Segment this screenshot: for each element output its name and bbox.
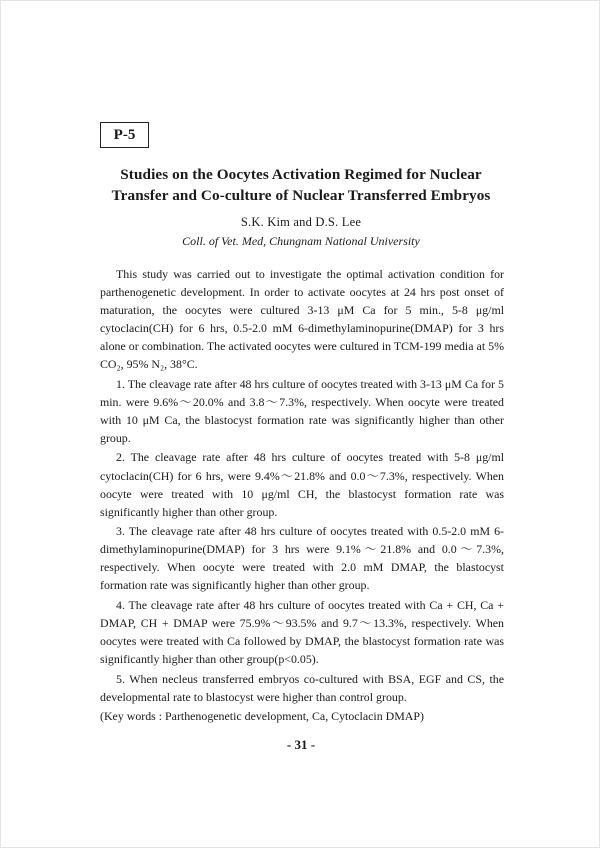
paragraph-result-5: 5. When necleus transferred embryos co-cultured with BSA, EGF and CS, the developmental rate to blastocyst were higher than control group.: [100, 671, 504, 704]
keywords: (Key words : Parthenogenetic development, Ca, Cytoclacin DMAP): [100, 709, 424, 724]
paper-code-box: P-5: [100, 122, 149, 148]
abstract-body: [100, 265, 504, 727]
paragraph-intro: This study was carried out to investigate the optimal activation condition for parthenogenetic development. In order to activate oocytes at 24 hrs post onset of maturation, the oocytes were cultured 3-13 μM Ca for 5 min., 5-8 μg/ml cytoclacin(CH) for 6 hrs, 0.5-2.0 mM 6-dimethylaminopurine(DMAP) for 3 hrs alone or combination. The activated oocytes were cultured in TCM-199 media at 5% CO₂, 95% N₂, 38°C.: [100, 267, 504, 372]
authors: S.K. Kim and D.S. Lee: [240, 215, 362, 229]
page-number: - 31 -: [286, 737, 316, 752]
paragraph-result-1: 1. The cleavage rate after 48 hrs culture of oocytes treated with 3-13 μM Ca for 5 min. were 9.6%～20.0% and 3.8～7.3%, respectively. When oocyte were treated with 10 μM Ca, the blastocyst formation rate was significantly higher than other group.: [100, 376, 504, 445]
paragraph-result-3: 3. The cleavage rate after 48 hrs culture of oocytes treated with 0.5-2.0 mM 6-dimethylaminopurine(DMAP) for 3 hrs were 9.1%～21.8% and 0.0～7.3%, respectively. When oocyte were treated with 2.0 mM DMAP, the blastocyst formation rate was significantly higher than other group.: [100, 524, 504, 593]
title-line-2: Transfer and Co-culture of Nuclear Transferred Embryos: [111, 187, 491, 204]
paragraph-result-4: 4. The cleavage rate after 48 hrs culture of oocytes treated with Ca + CH, Ca + DMAP, CH + DMAP were 75.9%～93.5% and 9.7～13.3%, respectively. When oocytes were treated with Ca followed by DMAP, the blastocyst formation rate was significantly higher than other group(p<0.05).: [100, 597, 504, 666]
paper-title: [61, 164, 541, 206]
paragraph-result-2: 2. The cleavage rate after 48 hrs culture of oocytes treated with 5-8 μg/ml cytoclacin(CH) for 6 hrs, were 9.4%～21.8% and 0.0～7.3%, respectively. When oocyte were treated with 10 μg/ml CH, the blastocyst formation rate was significantly higher than other group.: [100, 450, 504, 519]
affiliation: Coll. of Vet. Med, Chungnam National University: [182, 234, 420, 248]
title-line-1: Studies on the Oocytes Activation Regimed for Nuclear: [120, 166, 482, 183]
